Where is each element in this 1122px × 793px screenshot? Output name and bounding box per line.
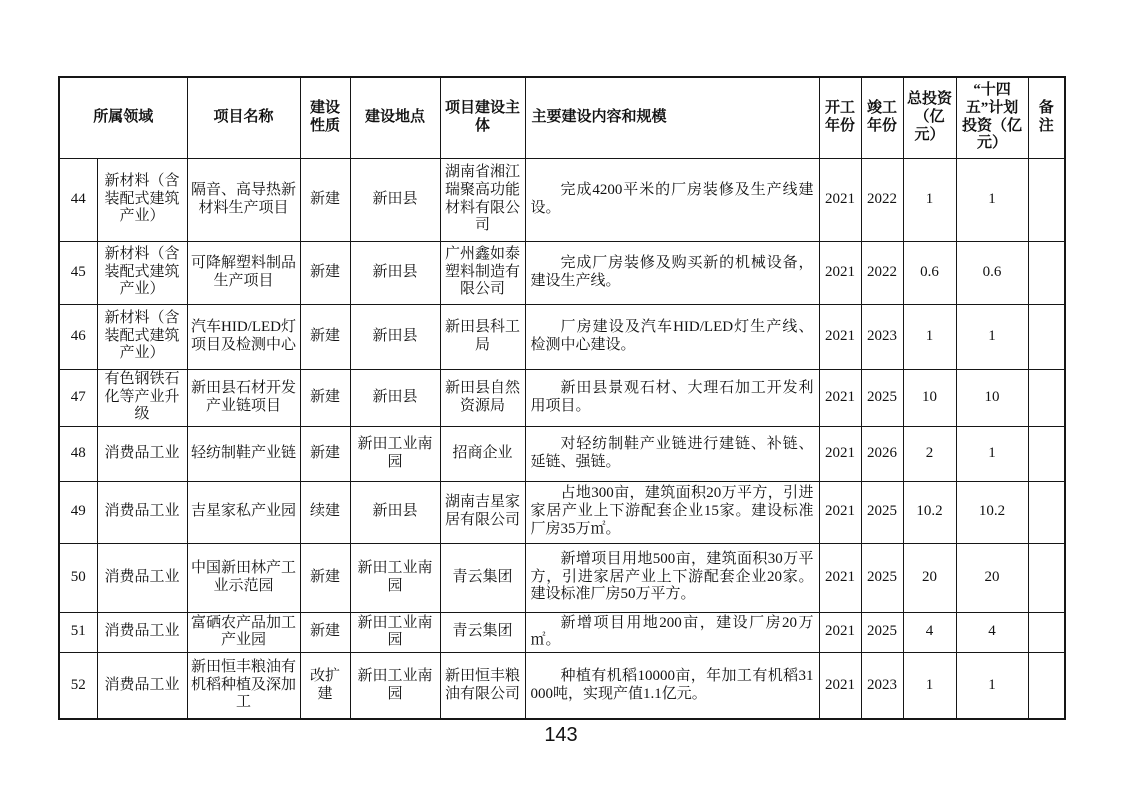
col-header-end-year: 竣工年份 bbox=[861, 77, 903, 158]
entity-cell: 招商企业 bbox=[440, 426, 525, 481]
remark-cell bbox=[1028, 241, 1065, 304]
entity-cell: 青云集团 bbox=[440, 612, 525, 652]
row-number-cell: 46 bbox=[59, 304, 97, 369]
table-row bbox=[59, 612, 1065, 652]
nature-cell: 新建 bbox=[300, 304, 350, 369]
start-year-cell: 2021 bbox=[819, 304, 861, 369]
start-year-cell: 2021 bbox=[819, 652, 861, 719]
entity-cell: 青云集团 bbox=[440, 543, 525, 612]
start-year-cell: 2021 bbox=[819, 158, 861, 241]
plan-investment-cell: 0.6 bbox=[956, 241, 1028, 304]
row-number-cell: 47 bbox=[59, 369, 97, 426]
investment-cell: 10.2 bbox=[903, 481, 956, 543]
row-number-cell: 50 bbox=[59, 543, 97, 612]
entity-cell: 新田县科工局 bbox=[440, 304, 525, 369]
nature-cell: 新建 bbox=[300, 543, 350, 612]
start-year-cell: 2021 bbox=[819, 241, 861, 304]
row-number-cell: 51 bbox=[59, 612, 97, 652]
col-header-start-year: 开工年份 bbox=[819, 77, 861, 158]
col-header-investment: 总投资（亿元） bbox=[903, 77, 956, 158]
table-row bbox=[59, 481, 1065, 543]
content-cell: 占地300亩，建筑面积20万平方，引进家居产业上下游配套企业15家。建设标准厂房35万㎡。 bbox=[525, 481, 819, 543]
field-cell: 新材料（含装配式建筑产业） bbox=[97, 158, 187, 241]
investment-cell: 20 bbox=[903, 543, 956, 612]
project-name-cell: 汽车HID/LED灯项目及检测中心 bbox=[187, 304, 300, 369]
plan-investment-cell: 10.2 bbox=[956, 481, 1028, 543]
table-row bbox=[59, 369, 1065, 426]
content-cell: 厂房建设及汽车HID/LED灯生产线、检测中心建设。 bbox=[525, 304, 819, 369]
end-year-cell: 2025 bbox=[861, 612, 903, 652]
field-cell: 有色钢铁石化等产业升级 bbox=[97, 369, 187, 426]
investment-cell: 4 bbox=[903, 612, 956, 652]
project-name-cell: 隔音、高导热新材料生产项目 bbox=[187, 158, 300, 241]
end-year-cell: 2023 bbox=[861, 652, 903, 719]
content-cell: 对轻纺制鞋产业链进行建链、补链、延链、强链。 bbox=[525, 426, 819, 481]
content-cell: 新田县景观石材、大理石加工开发利用项目。 bbox=[525, 369, 819, 426]
remark-cell bbox=[1028, 652, 1065, 719]
content-cell: 新增项目用地500亩，建筑面积30万平方，引进家居产业上下游配套企业20家。建设标准厂房50万平方。 bbox=[525, 543, 819, 612]
end-year-cell: 2022 bbox=[861, 241, 903, 304]
row-number-cell: 45 bbox=[59, 241, 97, 304]
plan-investment-cell: 1 bbox=[956, 426, 1028, 481]
nature-cell: 新建 bbox=[300, 241, 350, 304]
header-row bbox=[59, 77, 1065, 158]
start-year-cell: 2021 bbox=[819, 369, 861, 426]
investment-cell: 1 bbox=[903, 652, 956, 719]
col-header-location: 建设地点 bbox=[350, 77, 440, 158]
field-cell: 消费品工业 bbox=[97, 543, 187, 612]
field-cell: 消费品工业 bbox=[97, 426, 187, 481]
location-cell: 新田县 bbox=[350, 304, 440, 369]
field-cell: 新材料（含装配式建筑产业） bbox=[97, 241, 187, 304]
row-number-cell: 52 bbox=[59, 652, 97, 719]
entity-cell: 广州鑫如泰塑料制造有限公司 bbox=[440, 241, 525, 304]
table-row bbox=[59, 241, 1065, 304]
table-row bbox=[59, 304, 1065, 369]
project-name-cell: 新田县石材开发产业链项目 bbox=[187, 369, 300, 426]
field-cell: 新材料（含装配式建筑产业） bbox=[97, 304, 187, 369]
entity-cell: 新田县自然资源局 bbox=[440, 369, 525, 426]
location-cell: 新田工业南园 bbox=[350, 652, 440, 719]
col-header-project-name: 项目名称 bbox=[187, 77, 300, 158]
remark-cell bbox=[1028, 369, 1065, 426]
col-header-field: 所属领域 bbox=[59, 77, 187, 158]
content-cell: 种植有机稻10000亩，年加工有机稻31000吨，实现产值1.1亿元。 bbox=[525, 652, 819, 719]
table-row bbox=[59, 158, 1065, 241]
remark-cell bbox=[1028, 543, 1065, 612]
investment-cell: 1 bbox=[903, 304, 956, 369]
end-year-cell: 2022 bbox=[861, 158, 903, 241]
project-name-cell: 中国新田林产工业示范园 bbox=[187, 543, 300, 612]
project-name-cell: 可降解塑料制品生产项目 bbox=[187, 241, 300, 304]
nature-cell: 新建 bbox=[300, 369, 350, 426]
row-number-cell: 49 bbox=[59, 481, 97, 543]
plan-investment-cell: 20 bbox=[956, 543, 1028, 612]
col-header-nature: 建设性质 bbox=[300, 77, 350, 158]
location-cell: 新田县 bbox=[350, 241, 440, 304]
content-cell: 新增项目用地200亩，建设厂房20万㎡。 bbox=[525, 612, 819, 652]
location-cell: 新田县 bbox=[350, 158, 440, 241]
plan-investment-cell: 10 bbox=[956, 369, 1028, 426]
projects-table bbox=[58, 76, 1066, 720]
start-year-cell: 2021 bbox=[819, 426, 861, 481]
table-row bbox=[59, 426, 1065, 481]
location-cell: 新田县 bbox=[350, 369, 440, 426]
remark-cell bbox=[1028, 426, 1065, 481]
start-year-cell: 2021 bbox=[819, 543, 861, 612]
plan-investment-cell: 1 bbox=[956, 652, 1028, 719]
project-name-cell: 富硒农产品加工产业园 bbox=[187, 612, 300, 652]
start-year-cell: 2021 bbox=[819, 481, 861, 543]
remark-cell bbox=[1028, 158, 1065, 241]
project-name-cell: 新田恒丰粮油有机稻种植及深加工 bbox=[187, 652, 300, 719]
field-cell: 消费品工业 bbox=[97, 612, 187, 652]
col-header-content: 主要建设内容和规模 bbox=[525, 77, 819, 158]
investment-cell: 1 bbox=[903, 158, 956, 241]
table-row bbox=[59, 543, 1065, 612]
table-body bbox=[59, 158, 1065, 719]
remark-cell bbox=[1028, 612, 1065, 652]
plan-investment-cell: 4 bbox=[956, 612, 1028, 652]
nature-cell: 改扩建 bbox=[300, 652, 350, 719]
end-year-cell: 2023 bbox=[861, 304, 903, 369]
project-name-cell: 轻纺制鞋产业链 bbox=[187, 426, 300, 481]
location-cell: 新田县 bbox=[350, 481, 440, 543]
field-cell: 消费品工业 bbox=[97, 652, 187, 719]
row-number-cell: 44 bbox=[59, 158, 97, 241]
entity-cell: 湖南省湘江瑞聚高功能材料有限公司 bbox=[440, 158, 525, 241]
col-header-remark: 备注 bbox=[1028, 77, 1065, 158]
row-number-cell: 48 bbox=[59, 426, 97, 481]
content-cell: 完成厂房装修及购买新的机械设备，建设生产线。 bbox=[525, 241, 819, 304]
table-header bbox=[59, 77, 1065, 158]
remark-cell bbox=[1028, 481, 1065, 543]
nature-cell: 新建 bbox=[300, 158, 350, 241]
end-year-cell: 2025 bbox=[861, 369, 903, 426]
content-cell: 完成4200平米的厂房装修及生产线建设。 bbox=[525, 158, 819, 241]
col-header-plan-investment: “十四五”计划投资（亿元） bbox=[956, 77, 1028, 158]
remark-cell bbox=[1028, 304, 1065, 369]
end-year-cell: 2025 bbox=[861, 543, 903, 612]
location-cell: 新田工业南园 bbox=[350, 426, 440, 481]
nature-cell: 新建 bbox=[300, 612, 350, 652]
field-cell: 消费品工业 bbox=[97, 481, 187, 543]
end-year-cell: 2026 bbox=[861, 426, 903, 481]
entity-cell: 新田恒丰粮油有限公司 bbox=[440, 652, 525, 719]
investment-cell: 2 bbox=[903, 426, 956, 481]
plan-investment-cell: 1 bbox=[956, 158, 1028, 241]
table-row bbox=[59, 652, 1065, 719]
nature-cell: 续建 bbox=[300, 481, 350, 543]
investment-cell: 0.6 bbox=[903, 241, 956, 304]
col-header-entity: 项目建设主体 bbox=[440, 77, 525, 158]
entity-cell: 湖南吉星家居有限公司 bbox=[440, 481, 525, 543]
location-cell: 新田工业南园 bbox=[350, 543, 440, 612]
plan-investment-cell: 1 bbox=[956, 304, 1028, 369]
end-year-cell: 2025 bbox=[861, 481, 903, 543]
investment-cell: 10 bbox=[903, 369, 956, 426]
project-name-cell: 吉星家私产业园 bbox=[187, 481, 300, 543]
page-number: 143 bbox=[544, 724, 578, 746]
start-year-cell: 2021 bbox=[819, 612, 861, 652]
nature-cell: 新建 bbox=[300, 426, 350, 481]
location-cell: 新田工业南园 bbox=[350, 612, 440, 652]
